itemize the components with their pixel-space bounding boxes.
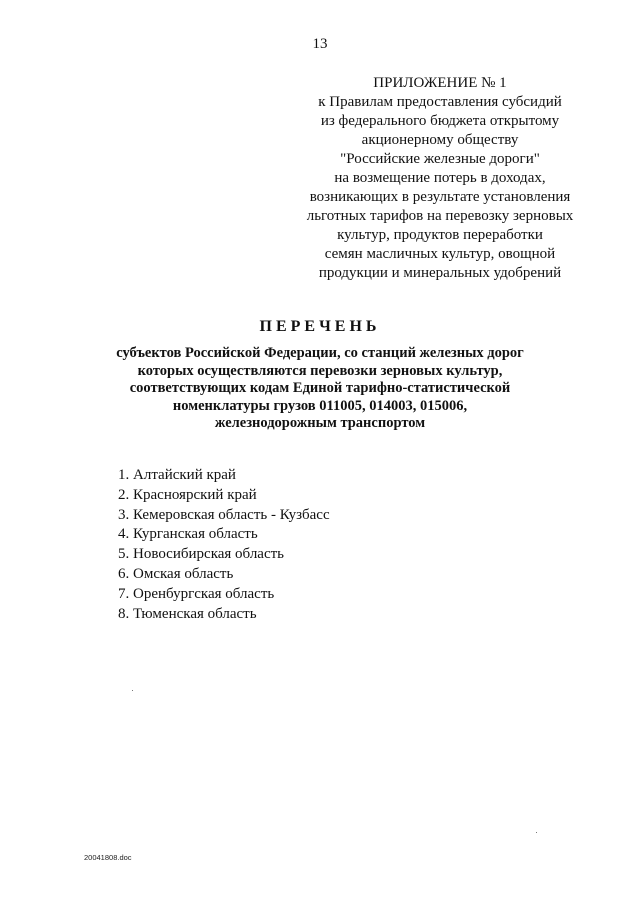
appendix-line: льготных тарифов на перевозку зерновых (306, 208, 574, 224)
subheading-line: соответствующих кодам Единой тарифно-статистической (129, 380, 511, 396)
appendix-line: возникающих в результате установления (309, 189, 571, 205)
list-item: 1. Алтайский край (118, 467, 236, 483)
footer-filename: 20041808.doc (84, 853, 132, 862)
subheading-line: которых осуществляются перевозки зерновых культур, (137, 362, 503, 379)
subheading-line: номенклатуры грузов 011005, 014003, 015006, (172, 397, 468, 414)
appendix-line: семян масличных культур, овощной (324, 246, 556, 262)
list-item: 3. Кемеровская область - Кузбасс (118, 506, 330, 523)
appendix-line: "Российские железные дороги" (340, 151, 540, 167)
list-item: 7. Оренбургская область (118, 585, 275, 602)
scan-speck (132, 690, 133, 691)
page-number: 13 (312, 36, 328, 52)
appendix-line: культур, продуктов переработки (337, 227, 543, 243)
document-subheading (60, 345, 580, 433)
subheading-line: железнодорожным транспортом (214, 415, 426, 431)
appendix-line: продукции и минеральных удобрений (318, 265, 562, 281)
list-item: 4. Курганская область (118, 526, 258, 543)
appendix-line: акционерному обществу (361, 132, 519, 148)
regions-list (118, 466, 330, 624)
scan-speck (536, 832, 537, 833)
document-heading: ПЕРЕЧЕНЬ (259, 318, 381, 335)
subheading-line: субъектов Российской Федерации, со станций железных дорог (116, 345, 524, 361)
list-item: 6. Омская область (118, 565, 234, 582)
appendix-title: ПРИЛОЖЕНИЕ № 1 (373, 75, 507, 91)
appendix-line: на возмещение потерь в доходах, (334, 170, 546, 186)
appendix-block (290, 74, 590, 283)
appendix-line: из федерального бюджета открытому (320, 113, 560, 129)
appendix-line: к Правилам предоставления субсидий (318, 94, 562, 110)
list-item: 5. Новосибирская область (118, 546, 285, 563)
list-item: 2. Красноярский край (118, 486, 257, 503)
list-item: 8. Тюменская область (118, 605, 257, 622)
